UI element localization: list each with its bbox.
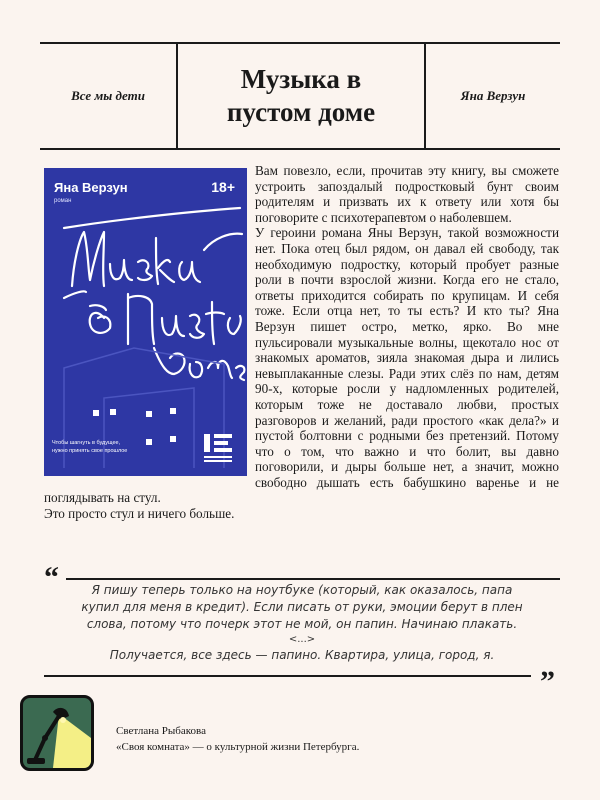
credit-publication: «Своя комната» — о культурной жизни Петербурга. [116,741,360,753]
page-title-line-1: Музыка в [240,64,362,94]
book-quote [44,582,560,664]
desk-lamp-icon [20,695,94,771]
open-quote-mark: “ [44,561,59,594]
quote-line: Получается, все здесь — папино. Квартира, улица, город, я. [109,648,495,662]
cover-genre: роман [54,198,72,204]
quote-line: Я пишу теперь только на ноутбуке (который, как оказалось, папа [91,583,513,597]
quote-ellipsis: <...> [288,634,316,645]
cover-tagline-line-2: нужно принять свое прошлое [52,448,128,454]
credit-author: Светлана Рыбакова [116,725,206,737]
header-band [40,42,560,150]
cover-age-rating: 18+ [211,179,235,195]
series-label: Все мы дети [71,88,145,103]
footer-credit [116,723,359,755]
review-text [44,163,559,522]
quote-rule-top [66,578,560,580]
page-title-line-2: пустом доме [226,97,376,127]
review-paragraph: Это просто стул и ничего больше. [44,506,235,522]
page-title [178,44,424,148]
review-paragraph: У героини романа Яны Верзун, такой возможности нет. Пока отец был рядом, он давал ей свободу, так необходимую подростку, который пробует разные роли в почти взрослой жизни. Когда его не стало, ответы приходится собирать по крупицам. И себя тоже. Если отца нет, то ты есть? И кто ты? Яна Верзун пишет остро, метко, ярко. Во мне пульсировали музыкальные волны, щекотало нос от знакомых ароматов, зияла знакомая дыра и лились невыплаканные слезы. Ради этих слёз по нам, детям 90-х, которые росли у надломленных родителей, которым тоже не доставало любви, простых разговоров и желаний, ради простого «как дела?» и пустой болтовни с родными без претензий. Потому что о том, что важно и что болит, вы давно поговорили, и дыры больше нет, а значит, можно свободно дышать есть бабушкино варенье и не поглядывать на стул. [44,225,559,506]
quote-line: купил для меня в кредит). Если писать от руки, эмоции берут в плен [81,600,523,614]
review-paragraph: Вам повезло, если, прочитав эту книгу, вы сможете устроить запоздалый подростковый бунт своим родителям и призвать их к ответу или хотя бы поговорите с психотерапевтом о наболевшем. [255,163,559,225]
quote-line: слова, потому что почерк этот не мой, он папин. Начинаю плакать. [86,617,518,631]
close-quote-mark: ” [540,665,555,698]
cover-author: Яна Верзун [54,180,128,195]
cover-tagline-line-1: Чтобы шагнуть в будущее, [52,440,121,446]
author-label: Яна Верзун [460,88,526,103]
quote-rule-bottom [44,675,531,677]
